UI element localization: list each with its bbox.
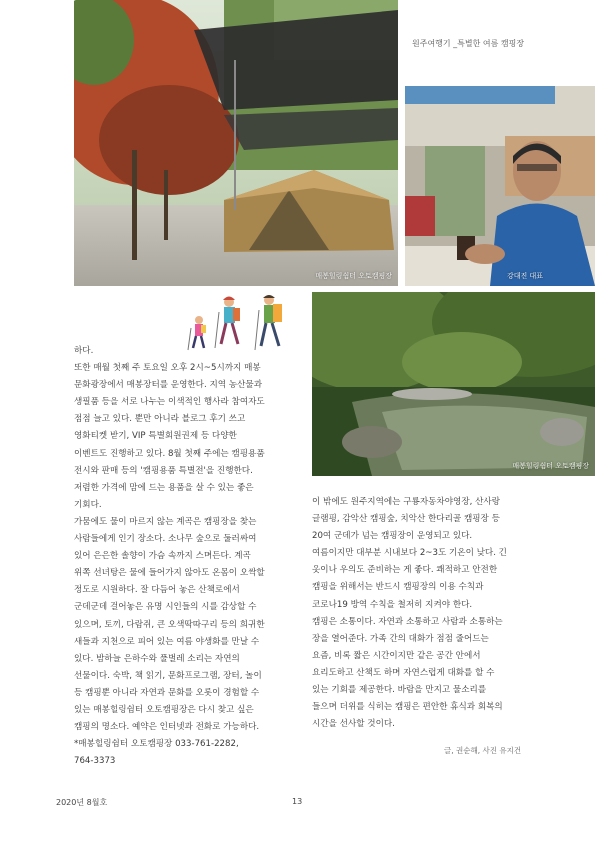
body-text-line: 전시와 판매 등의 '캠핑용품 특별전'을 진행한다. [74, 465, 253, 476]
body-text-line: 코로나19 방역 수칙을 철저히 지켜야 한다. [312, 599, 473, 610]
body-text-line: 글램핑, 감악산 캠핑숲, 치악산 한다리골 캠핑장 등 [312, 514, 500, 525]
body-text-line: 군데군데 걸어놓은 유명 시인들의 시를 감상할 수 [74, 602, 257, 613]
body-text-line: 기회다. [74, 499, 102, 510]
body-text-line: 생필품 등을 서로 나누는 이색적인 행사라 참여자도 [74, 397, 265, 408]
body-text-line: 있는 매봉힐링쉼터 오토캠핑장은 다시 찾고 싶은 [74, 704, 254, 715]
body-text-line: 또한 매월 첫째 주 토요일 오후 2시~5시까지 매봉 [74, 363, 261, 374]
body-text-line: 캠핑의 명소다. 예약은 인터넷과 전화로 가능하다. [74, 722, 260, 733]
body-text-line: 장을 열어준다. 가족 간의 대화가 점점 줄어드는 [312, 633, 489, 644]
running-head: 원주여행기 _특별한 여름 캠핑장 [412, 39, 525, 48]
body-text-line: *매봉힐링쉼터 오토캠핑장 033-761-2282, [74, 739, 239, 750]
left-body-column [74, 343, 296, 770]
body-text-line: 새들과 지천으로 피어 있는 여름 야생화를 만날 수 [74, 636, 260, 647]
body-text-line: 있으며, 토끼, 다람쥐, 큰 오색딱따구리 등의 희귀한 [74, 619, 265, 630]
portrait-photo [405, 86, 595, 286]
body-text-line: 선물이다. 숙박, 책 읽기, 문화프로그램, 장터, 놀이 [74, 670, 262, 681]
body-text-line: 하다. [74, 346, 94, 356]
right-body-column [312, 494, 534, 733]
body-text-line: 문화광장에서 매봉장터를 운영한다. 지역 농산물과 [74, 380, 262, 391]
body-text-line: 20여 군데가 넘는 캠핑장이 운영되고 있다. [312, 531, 473, 542]
body-text-line: 저렴한 가격에 맘에 드는 용품을 살 수 있는 좋은 [74, 482, 254, 493]
body-text-line: 요리도하고 산책도 하며 자연스럽게 대화를 할 수 [312, 667, 495, 678]
body-text-line: 시간을 선사할 것이다. [312, 719, 395, 730]
body-text-line: 캠핑은 소통이다. 자연과 소통하고 사람과 소통하는 [312, 616, 503, 627]
body-text-line: 있어 은은한 솔향이 가슴 속까지 스며든다. 계곡 [74, 551, 251, 562]
body-text-line: 764-3373 [74, 756, 116, 767]
body-text-line: 이 밖에도 원주지역에는 구룡자동차야영장, 산사랑 [312, 497, 500, 507]
woman-hiker-icon [215, 297, 240, 349]
body-text-line: 이벤트도 진행하고 있다. 8월 첫째 주에는 캠핑용품 [74, 448, 265, 459]
byline: 글, 권순해, 사진 유지건 [444, 746, 522, 755]
body-text-line: 옷이나 우의도 준비하는 게 좋다. 쾌적하고 안전한 [312, 565, 498, 576]
footer-issue: 2020년 8월호 [56, 798, 108, 807]
body-text-line: 사람들에게 인기 장소다. 소나무 숲으로 둘러싸여 [74, 534, 257, 545]
body-text-line: 있다. 밤하늘 은하수와 풀벌레 소리는 자연의 [74, 653, 240, 664]
body-text-line: 있는 기회를 제공한다. 바람을 만지고 물소리를 [312, 685, 487, 696]
body-text-line: 점점 늘고 있다. 뿐만 아니라 블로그 후기 쓰고 [74, 414, 246, 425]
body-text-line: 정도로 시원하다. 잘 다듬어 놓은 산책로에서 [74, 585, 240, 596]
stream-photo-caption: 매봉힐링쉼터 오토캠핑장 [512, 462, 589, 470]
body-text-line: 영화티켓 받기, VIP 특별회원권제 등 다양한 [74, 431, 237, 442]
footer-page-number: 13 [292, 797, 303, 806]
man-hiker-icon [255, 295, 282, 350]
body-text-line: 들으며 더위를 식히는 캠핑은 편안한 휴식과 회복의 [312, 702, 503, 713]
body-text-line: 캠핑을 위해서는 반드시 캠핑장의 이용 수칙과 [312, 582, 484, 593]
body-text-line: 여름이지만 대부분 시내보다 2~3도 기온이 낮다. 긴 [312, 548, 507, 559]
stream-photo [312, 292, 595, 476]
body-text-line: 요즘, 비록 짧은 시간이지만 같은 공간 안에서 [312, 650, 481, 661]
body-text-line: 등 캠핑뿐 아니라 자연과 문화를 오롯이 경험할 수 [74, 687, 260, 698]
campsite-photo [74, 0, 398, 286]
portrait-photo-caption: 강대진 대표 [506, 272, 543, 280]
campsite-photo-caption: 매봉힐링쉼터 오토캠핑장 [315, 272, 392, 280]
body-text-line: 위쪽 선녀탕은 물에 들어가지 않아도 온몸이 오싹할 [74, 568, 265, 579]
body-text-line: 가뭄에도 물이 마르지 않는 계곡은 캠핑장을 찾는 [74, 516, 257, 527]
